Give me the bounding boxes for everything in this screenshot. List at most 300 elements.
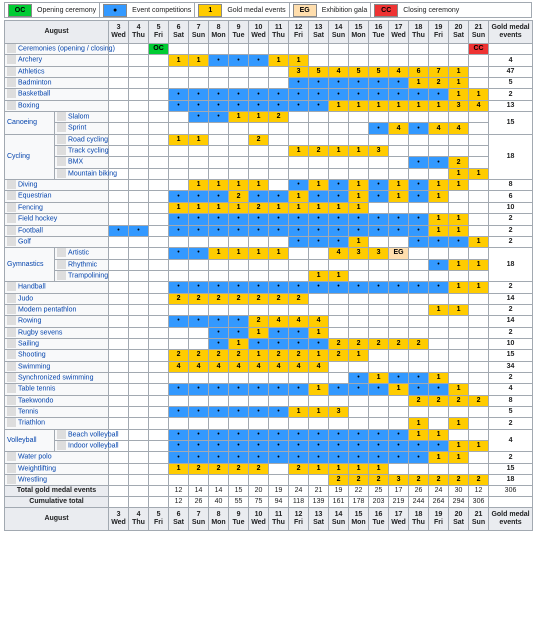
cumulative-cell: 118 — [289, 497, 309, 508]
gold-total: 4 — [489, 429, 533, 452]
sport-pictogram-icon — [57, 123, 66, 132]
sport-link[interactable]: Triathlon — [18, 419, 45, 427]
schedule-cell — [389, 134, 409, 145]
sport-name[interactable] — [5, 350, 109, 361]
sport-link[interactable]: Synchronized swimming — [18, 374, 94, 382]
schedule-cell — [109, 236, 129, 247]
day-number: 14 — [334, 24, 343, 31]
sport-name[interactable] — [5, 361, 109, 372]
schedule-cell — [249, 395, 269, 406]
sport-pictogram-icon — [7, 475, 16, 484]
cumulative-cell: 139 — [309, 497, 329, 508]
schedule-cell — [329, 55, 349, 66]
schedule-cell — [109, 475, 129, 486]
discipline-name[interactable] — [55, 441, 119, 452]
sport-row — [5, 44, 533, 55]
schedule-cell: 4 — [269, 316, 289, 327]
day-weekday: Fri — [434, 32, 443, 39]
sport-link[interactable]: Rowing — [18, 317, 42, 325]
schedule-cell — [369, 418, 389, 429]
sport-pictogram-icon — [7, 464, 16, 473]
schedule-cell: • — [409, 123, 429, 134]
schedule-cell — [469, 66, 489, 77]
day-number: 18 — [414, 511, 423, 519]
schedule-cell — [149, 100, 169, 111]
schedule-cell: 1 — [429, 214, 449, 225]
schedule-cell — [449, 407, 469, 418]
schedule-cell — [109, 259, 129, 270]
discipline-name[interactable] — [55, 168, 118, 179]
discipline-name[interactable] — [55, 157, 109, 168]
gold-total: 6 — [489, 191, 533, 202]
schedule-cell — [449, 350, 469, 361]
schedule-cell: • — [289, 180, 309, 191]
schedule-cell: 1 — [169, 202, 189, 213]
schedule-cell: • — [229, 429, 249, 440]
day-weekday: Sat — [453, 519, 464, 527]
sport-link[interactable]: Wrestling — [18, 476, 48, 484]
sport-link[interactable]: Modern pentathlon — [18, 306, 77, 314]
schedule-cell — [289, 304, 309, 315]
sport-name[interactable] — [5, 293, 109, 304]
discipline-link[interactable]: Trampolining — [68, 272, 109, 280]
schedule-cell — [189, 475, 209, 486]
sport-name[interactable] — [5, 327, 109, 338]
schedule-cell — [249, 66, 269, 77]
sport-name[interactable] — [5, 236, 109, 247]
discipline-name[interactable] — [55, 248, 109, 259]
day-header — [349, 508, 369, 531]
schedule-cell: • — [169, 214, 189, 225]
schedule-cell: 1 — [309, 270, 329, 281]
schedule-cell — [349, 134, 369, 145]
day-header — [429, 508, 449, 531]
schedule-cell: 3 — [369, 146, 389, 157]
schedule-cell: • — [209, 191, 229, 202]
discipline-link[interactable]: Mountain biking — [68, 170, 118, 178]
sport-name[interactable] — [5, 418, 109, 429]
schedule-cell: 1 — [349, 146, 369, 157]
schedule-cell — [149, 463, 169, 474]
schedule-cell — [309, 395, 329, 406]
schedule-cell — [109, 134, 129, 145]
schedule-cell: • — [329, 214, 349, 225]
sport-link[interactable]: Water polo — [18, 453, 52, 461]
sport-link[interactable]: Weightlifting — [18, 465, 57, 473]
schedule-cell: 4 — [289, 361, 309, 372]
discipline-name[interactable] — [55, 429, 119, 440]
sport-pictogram-icon — [57, 430, 66, 439]
schedule-cell — [189, 236, 209, 247]
sport-pictogram-icon — [57, 157, 66, 166]
day-header — [449, 21, 469, 44]
schedule-cell — [349, 418, 369, 429]
schedule-cell — [249, 236, 269, 247]
schedule-cell — [449, 361, 469, 372]
discipline-link[interactable]: BMX — [68, 158, 84, 166]
schedule-cell: • — [169, 248, 189, 259]
schedule-cell — [129, 441, 149, 452]
discipline-name[interactable] — [55, 112, 109, 123]
sport-name[interactable] — [5, 55, 109, 66]
sport-name[interactable] — [5, 316, 109, 327]
schedule-cell — [129, 100, 149, 111]
schedule-cell: 2 — [169, 350, 189, 361]
month-header: August — [5, 21, 109, 44]
schedule-cell: 2 — [229, 350, 249, 361]
sport-link[interactable]: Football — [18, 226, 43, 234]
schedule-cell: 1 — [369, 463, 389, 474]
schedule-cell: 5 — [369, 66, 389, 77]
schedule-cell: • — [349, 372, 369, 383]
sport-name[interactable] — [5, 407, 109, 418]
sport-row — [5, 441, 533, 452]
schedule-cell — [149, 327, 169, 338]
day-weekday: Fri — [434, 519, 443, 527]
sport-row — [5, 293, 533, 304]
schedule-cell: 1 — [269, 248, 289, 259]
schedule-cell: • — [309, 225, 329, 236]
schedule-cell — [109, 338, 129, 349]
schedule-cell: 1 — [349, 236, 369, 247]
gold-total: 2 — [489, 418, 533, 429]
schedule-cell — [469, 407, 489, 418]
schedule-cell — [109, 146, 129, 157]
sport-link[interactable]: Table tennis — [18, 385, 56, 393]
day-number: 19 — [434, 511, 443, 519]
schedule-cell — [189, 168, 209, 179]
schedule-cell: 2 — [209, 463, 229, 474]
schedule-cell: 2 — [249, 202, 269, 213]
schedule-cell: • — [289, 225, 309, 236]
sport-pictogram-icon — [7, 294, 16, 303]
sport-group-label[interactable]: Canoeing — [5, 112, 55, 135]
header-row — [5, 508, 533, 531]
gold-total: 18 — [489, 248, 533, 282]
sport-row — [5, 372, 533, 383]
sport-name[interactable] — [5, 372, 109, 383]
sport-name[interactable] — [5, 191, 109, 202]
sport-name[interactable] — [5, 384, 109, 395]
gold-total: 34 — [489, 361, 533, 372]
schedule-cell — [269, 475, 289, 486]
sport-row — [5, 282, 533, 293]
schedule-cell: 6 — [409, 66, 429, 77]
discipline-link[interactable]: Indoor volleyball — [68, 442, 119, 450]
schedule-cell — [109, 180, 129, 191]
sport-group-label[interactable]: Volleyball — [5, 429, 55, 452]
schedule-cell — [149, 191, 169, 202]
discipline-name[interactable] — [55, 146, 109, 157]
sport-group-label[interactable]: Gymnastics — [5, 248, 55, 282]
sport-name[interactable] — [5, 78, 109, 89]
schedule-cell — [109, 395, 129, 406]
schedule-cell — [149, 304, 169, 315]
day-header — [109, 21, 129, 44]
schedule-cell — [289, 395, 309, 406]
day-header — [229, 508, 249, 531]
schedule-cell — [129, 372, 149, 383]
schedule-cell — [169, 338, 189, 349]
schedule-cell: • — [289, 214, 309, 225]
sport-link[interactable]: Golf — [18, 238, 31, 246]
sport-name[interactable] — [5, 66, 109, 77]
schedule-cell — [189, 66, 209, 77]
schedule-cell: 1 — [229, 338, 249, 349]
schedule-cell: • — [229, 214, 249, 225]
schedule-cell — [269, 146, 289, 157]
schedule-cell: 2 — [229, 293, 249, 304]
schedule-cell: 4 — [309, 361, 329, 372]
schedule-cell: 2 — [249, 293, 269, 304]
sport-name[interactable] — [5, 463, 109, 474]
gold-total: 2 — [489, 89, 533, 100]
discipline-link[interactable]: Artistic — [68, 249, 89, 257]
sport-pictogram-icon — [57, 271, 66, 280]
day-weekday: Tue — [232, 32, 245, 39]
sport-name[interactable] — [5, 452, 109, 463]
schedule-cell — [169, 270, 189, 281]
day-number: 21 — [474, 24, 483, 31]
schedule-cell — [109, 66, 129, 77]
schedule-cell: • — [189, 407, 209, 418]
schedule-cell: 1 — [409, 100, 429, 111]
schedule-cell: • — [349, 384, 369, 395]
legend-item — [100, 3, 195, 17]
schedule-cell: CC — [469, 44, 489, 55]
schedule-cell — [389, 407, 409, 418]
schedule-cell — [469, 327, 489, 338]
discipline-name[interactable] — [55, 134, 109, 145]
schedule-cell — [469, 214, 489, 225]
sport-pictogram-icon — [7, 350, 16, 359]
schedule-cell: • — [409, 441, 429, 452]
schedule-cell: • — [409, 452, 429, 463]
schedule-cell — [469, 191, 489, 202]
day-number: 16 — [374, 511, 383, 519]
schedule-cell: 1 — [449, 259, 469, 270]
sport-name[interactable] — [5, 304, 109, 315]
sport-name[interactable] — [5, 282, 109, 293]
schedule-cell — [129, 350, 149, 361]
cumulative-cell: 203 — [369, 497, 389, 508]
day-header — [249, 21, 269, 44]
sport-link[interactable]: Boxing — [18, 102, 40, 110]
sport-link[interactable]: Fencing — [18, 204, 43, 212]
sport-pictogram-icon — [7, 373, 16, 382]
sport-link[interactable]: Ceremonies — [18, 45, 56, 53]
day-header — [329, 21, 349, 44]
discipline-link[interactable]: Slalom — [68, 113, 90, 121]
sport-pictogram-icon — [57, 146, 66, 155]
day-number: 5 — [156, 511, 161, 519]
day-weekday: Tue — [372, 519, 385, 527]
sport-row — [5, 418, 533, 429]
discipline-name[interactable] — [55, 123, 109, 134]
schedule-cell — [289, 418, 309, 429]
schedule-cell — [249, 78, 269, 89]
schedule-cell: • — [389, 452, 409, 463]
sport-link[interactable]: Judo — [18, 294, 34, 302]
header-row — [5, 21, 533, 44]
schedule-cell: • — [249, 191, 269, 202]
day-weekday: Mon — [211, 32, 226, 39]
schedule-cell — [409, 112, 429, 123]
day-weekday: Thu — [272, 519, 285, 527]
sport-row — [5, 146, 533, 157]
gold-total: 4 — [489, 384, 533, 395]
sport-link[interactable]: Handball — [18, 283, 46, 291]
sport-name[interactable] — [5, 214, 109, 225]
sport-name[interactable] — [5, 338, 109, 349]
schedule-cell: 2 — [229, 191, 249, 202]
cumulative-cell: 75 — [249, 497, 269, 508]
schedule-cell: • — [349, 429, 369, 440]
discipline-name[interactable] — [55, 259, 109, 270]
day-number: 8 — [216, 511, 221, 519]
cumulative-cell — [129, 497, 149, 508]
schedule-cell — [269, 270, 289, 281]
schedule-cell: 2 — [269, 112, 289, 123]
sport-link[interactable]: Athletics — [18, 68, 45, 76]
discipline-link[interactable]: Road cycling — [68, 136, 109, 144]
legend-item — [5, 3, 100, 17]
day-number: 6 — [176, 24, 181, 31]
schedule-cell: 2 — [429, 475, 449, 486]
schedule-cell — [249, 418, 269, 429]
schedule-cell: • — [269, 429, 289, 440]
sport-link[interactable]: Sailing — [18, 340, 40, 348]
schedule-cell — [109, 293, 129, 304]
schedule-cell — [469, 112, 489, 123]
discipline-link[interactable]: Beach volleyball — [68, 431, 119, 439]
schedule-cell: • — [329, 452, 349, 463]
gold-header: Gold medal events — [489, 21, 533, 44]
day-weekday: Thu — [412, 519, 425, 527]
sport-row — [5, 395, 533, 406]
schedule-cell: • — [429, 157, 449, 168]
schedule-cell: • — [409, 180, 429, 191]
gold-total: 15 — [489, 463, 533, 474]
sport-group-label[interactable]: Cycling — [5, 134, 55, 179]
sport-name[interactable] — [5, 44, 115, 55]
sport-name[interactable] — [5, 100, 109, 111]
schedule-cell — [109, 270, 129, 281]
sport-link[interactable]: Field hockey — [18, 215, 58, 223]
schedule-cell — [329, 304, 349, 315]
schedule-cell: • — [189, 112, 209, 123]
schedule-cell: • — [429, 384, 449, 395]
sport-name[interactable] — [5, 180, 109, 191]
schedule-cell: 1 — [429, 429, 449, 440]
schedule-cell — [129, 327, 149, 338]
sport-link[interactable]: Basketball — [18, 90, 51, 98]
schedule-cell: 1 — [189, 202, 209, 213]
schedule-cell: 3 — [329, 407, 349, 418]
schedule-cell: • — [169, 89, 189, 100]
schedule-cell: 1 — [169, 134, 189, 145]
sport-row — [5, 100, 533, 111]
sport-row — [5, 327, 533, 338]
schedule-cell: • — [289, 100, 309, 111]
discipline-link[interactable]: Sprint — [68, 124, 87, 132]
schedule-cell: • — [289, 429, 309, 440]
day-number: 11 — [274, 24, 283, 31]
schedule-cell: • — [169, 316, 189, 327]
schedule-cell: • — [169, 100, 189, 111]
sport-link[interactable]: Shooting — [18, 351, 46, 359]
schedule-cell — [129, 282, 149, 293]
sport-pictogram-icon — [7, 89, 16, 98]
sport-link[interactable]: Badminton — [18, 79, 52, 87]
schedule-cell: 1 — [429, 452, 449, 463]
day-number: 3 — [116, 511, 121, 519]
schedule-cell — [209, 372, 229, 383]
schedule-cell: • — [249, 55, 269, 66]
day-number: 15 — [354, 511, 363, 519]
sport-link[interactable]: Rugby sevens — [18, 328, 63, 336]
cumulative-blank — [489, 497, 533, 508]
sport-name[interactable] — [5, 202, 109, 213]
discipline-name[interactable] — [55, 270, 109, 281]
day-number: 21 — [474, 511, 483, 519]
schedule-cell: 2 — [449, 475, 469, 486]
schedule-cell — [369, 293, 389, 304]
schedule-cell: 1 — [449, 225, 469, 236]
sport-link[interactable]: Taekwondo — [18, 397, 54, 404]
sport-link[interactable]: Diving — [18, 181, 38, 189]
schedule-cell: • — [209, 384, 229, 395]
schedule-cell: 2 — [369, 475, 389, 486]
schedule-cell — [289, 157, 309, 168]
sport-sublink[interactable]: (opening / closing) — [55, 45, 115, 53]
schedule-cell: • — [289, 78, 309, 89]
schedule-cell — [449, 293, 469, 304]
sport-name[interactable] — [5, 225, 109, 236]
schedule-cell — [389, 350, 409, 361]
sport-link[interactable]: Archery — [18, 56, 43, 64]
sport-link[interactable]: Equestrian — [18, 192, 52, 200]
schedule-cell: 2 — [189, 350, 209, 361]
schedule-cell — [369, 304, 389, 315]
schedule-cell: • — [209, 452, 229, 463]
schedule-cell — [169, 327, 189, 338]
schedule-cell — [209, 157, 229, 168]
schedule-cell — [349, 395, 369, 406]
schedule-cell: 1 — [429, 304, 449, 315]
sport-name[interactable] — [5, 395, 109, 406]
sport-name[interactable] — [5, 475, 109, 486]
schedule-cell — [449, 372, 469, 383]
day-weekday: Sat — [173, 32, 184, 39]
discipline-link[interactable]: Rhythmic — [68, 260, 98, 268]
sport-link[interactable]: Tennis — [18, 408, 39, 416]
schedule-cell — [469, 123, 489, 134]
gold-total: 5 — [489, 78, 533, 89]
day-number: 7 — [196, 511, 201, 519]
sport-name[interactable] — [5, 89, 109, 100]
sport-link[interactable]: Swimming — [18, 362, 51, 370]
schedule-cell: • — [209, 214, 229, 225]
schedule-cell — [449, 44, 469, 55]
schedule-cell — [129, 44, 149, 55]
schedule-cell — [149, 441, 169, 452]
schedule-cell — [389, 304, 409, 315]
discipline-link[interactable]: Track cycling — [68, 147, 109, 155]
schedule-cell — [209, 134, 229, 145]
schedule-cell — [349, 157, 369, 168]
schedule-cell: 1 — [449, 66, 469, 77]
